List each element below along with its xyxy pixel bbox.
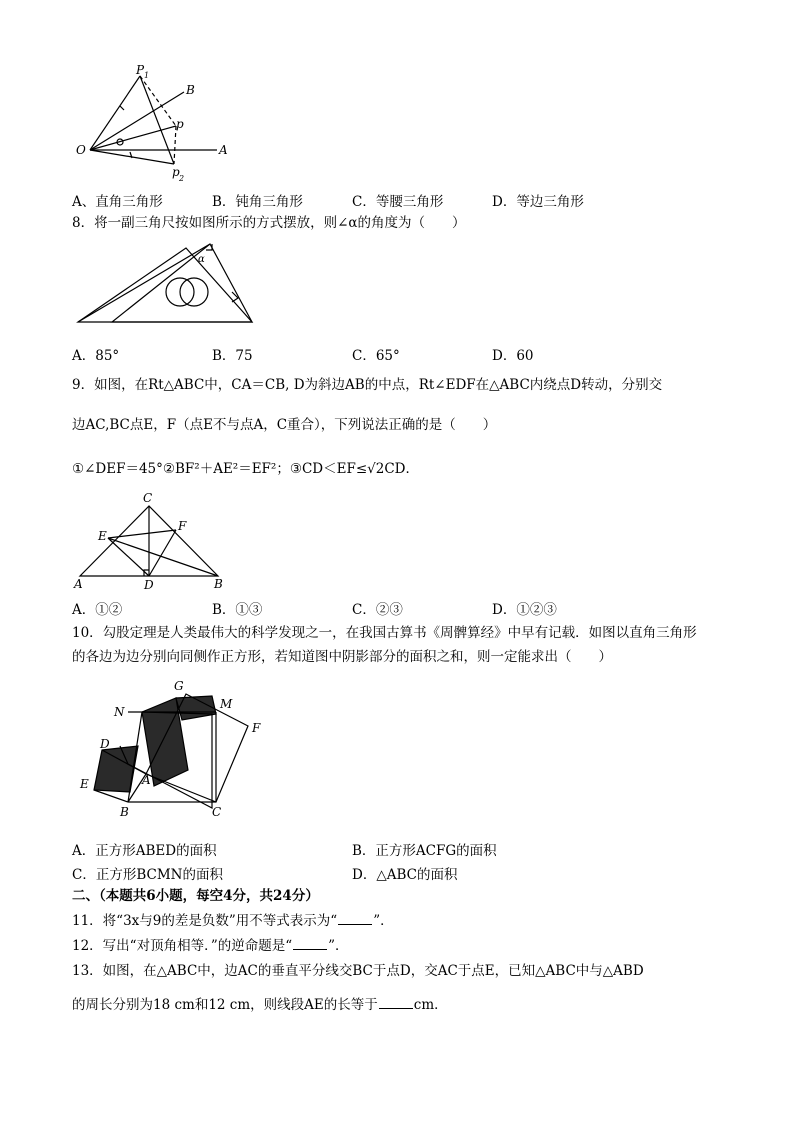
q9-label-b: B [214,577,223,591]
q7-label-a: A [219,143,228,157]
q8-option-d[interactable]: D．60 [492,348,534,364]
q13-text-post: cm． [413,997,448,1013]
q10-label-f: F [252,721,261,735]
q12-text-pre: 12．写出“对顶角相等．”的逆命题是“ [72,938,293,954]
q10-label-m: M [220,697,233,711]
q9-label-c: C [143,492,153,505]
q8-option-a[interactable]: A．85° [72,348,120,364]
section-2-title: 二、（本题共6小题，每空4分，共24分） [72,888,319,904]
q9-option-a[interactable]: A．①② [72,602,123,618]
q9-label-a: A [74,577,83,591]
q10-label-g: G [174,679,184,693]
q10-figure [72,674,272,830]
q9-stem-line2: 边AC,BC点E，F（点E不与点A，C重合），下列说法正确的是（ ） [72,417,497,433]
q10-option-d[interactable]: D．△ABC的面积 [352,867,458,883]
q11 [72,912,394,930]
q13-answer-blank[interactable] [379,996,413,1009]
q8-stem: 8．将一副三角尺按如图所示的方式摆放，则∠α的角度为（ ） [72,215,466,231]
q9-label-e: E [98,529,107,543]
q10-stem-line2: 的各边为边分别向同侧作正方形，若知道图中阴影部分的面积之和，则一定能求出（ ） [72,649,612,665]
q7-label-b: B [186,83,195,97]
q10-label-n: N [114,705,125,719]
q10-option-a[interactable]: A．正方形ABED的面积 [72,843,217,859]
q7-label-p1-sub: 1 [144,71,150,80]
q7-option-c[interactable]: C．等腰三角形 [352,194,444,210]
q7-option-a[interactable]: A、直角三角形 [72,194,163,210]
q11-text-post: ”． [373,913,394,929]
q8-option-b[interactable]: B．75 [212,348,253,364]
q10-label-b: B [120,805,129,819]
q9-option-d[interactable]: D．①②③ [492,602,557,618]
q9-label-f: F [178,519,187,533]
q10-label-a: A [142,773,151,787]
q12-answer-blank[interactable] [293,937,327,950]
q10-option-b[interactable]: B．正方形ACFG的面积 [352,843,497,859]
q7-label-p2-sub: 2 [179,174,185,183]
q9-label-d: D [144,578,154,592]
q7-label-p1: P [136,63,145,77]
q8-option-c[interactable]: C．65° [352,348,400,364]
q9-option-b[interactable]: B．①③ [212,602,263,618]
q12-text-post: ”． [328,938,349,954]
q9-figure [72,492,232,592]
q7-option-b[interactable]: B．钝角三角形 [212,194,303,210]
q7-option-d[interactable]: D．等边三角形 [492,194,584,210]
q11-answer-blank[interactable] [338,912,372,925]
q13-stem-line2 [72,996,448,1014]
q9-stem-line1: 9．如图，在Rt△ABC中，CA＝CB, D为斜边AB的中点，Rt∠EDF在△ABC内绕点D转动，分别交 [72,377,663,393]
q12 [72,937,349,955]
q10-stem-line1: 10．勾股定理是人类最伟大的科学发现之一，在我国古算书《周髀算经》中早有记载．如图以直角三角形 [72,625,697,641]
q13-text-pre: 的周长分别为18 cm和12 cm，则线段AE的长等于 [72,997,378,1013]
q11-text-pre: 11．将“3x与9的差是负数”用不等式表示为“ [72,913,338,929]
q7-label-p: p [176,117,184,131]
q10-option-c[interactable]: C．正方形BCMN的面积 [72,867,223,883]
q10-label-c: C [212,805,222,819]
q7-label-o: O [76,143,86,157]
q7-figure [72,62,242,186]
q13-stem-line1: 13．如图，在△ABC中，边AC的垂直平分线交BC于点D，交AC于点E，已知△ABC中与△ABD [72,963,644,979]
q9-statements: ①∠DEF＝45°②BF²＋AE²＝EF²；③CD＜EF≤√2CD． [72,461,419,477]
q7-label-p2: p [172,165,180,179]
q8-figure [72,240,262,328]
q8-label-alpha: α [198,254,205,265]
q9-option-c[interactable]: C．②③ [352,602,403,618]
q10-label-e: E [80,777,89,791]
q10-label-d: D [100,737,110,751]
